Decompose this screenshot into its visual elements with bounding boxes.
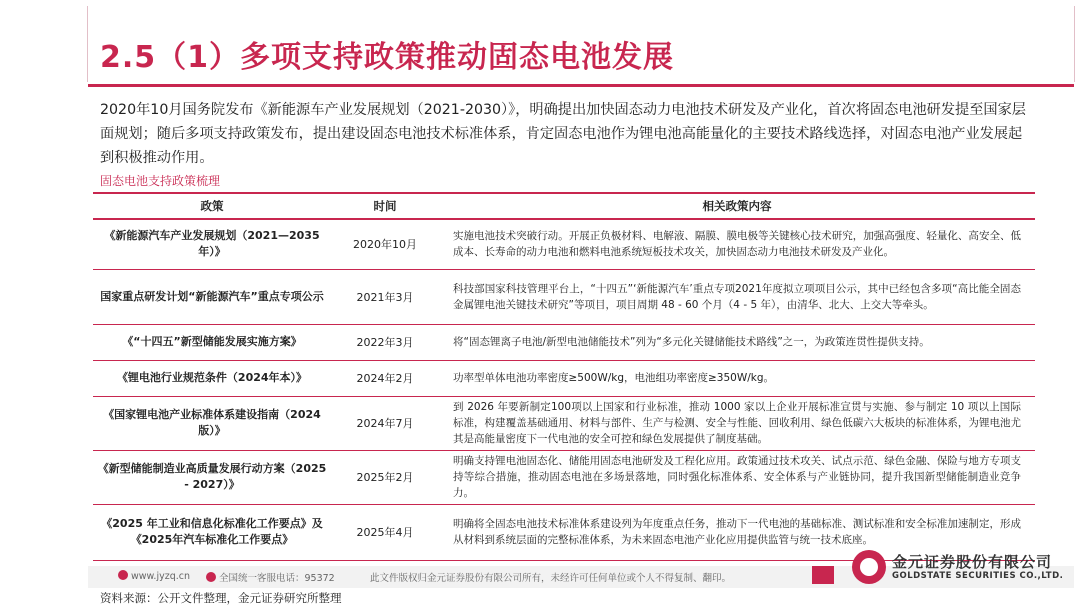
header-time: 时间 <box>331 193 439 219</box>
policy-time: 2024年7月 <box>331 396 439 450</box>
policy-name: 《“十四五”新型储能发展实施方案》 <box>93 324 331 360</box>
policy-content: 科技部国家科技管理平台上，“十四五”‘新能源汽车’重点专项2021年度拟立项项目公示，其中已经包含多项“高比能全固态金属锂电池关键技术研究”等项目，项目周期 48 - 60 个月（4 - 5 年），由清华、北大、上交大等牵头。 <box>439 269 1035 324</box>
footer-hotline <box>206 570 335 584</box>
policy-name: 《新能源汽车产业发展规划（2021—2035年）》 <box>93 219 331 269</box>
header-content: 相关政策内容 <box>439 193 1035 219</box>
table-row <box>93 450 1035 504</box>
policy-content: 实施电池技术突破行动。开展正负极材料、电解液、隔膜、膜电极等关键核心技术研究，加强高强度、轻量化、高安全、低成本、长寿命的动力电池和燃料电池系统短板技术攻关，加快固态动力电池技术研发及产业化。 <box>439 219 1035 269</box>
company-name-cn: 金元证券股份有限公司 <box>892 553 1053 571</box>
policy-name: 国家重点研发计划“新能源汽车”重点专项公示 <box>93 269 331 324</box>
table-caption: 固态电池支持政策梳理 <box>100 174 221 188</box>
company-name-en: GOLDSTATE SECURITIES CO.,LTD. <box>892 571 1064 581</box>
policy-table <box>93 192 1035 561</box>
policy-time: 2022年3月 <box>331 324 439 360</box>
policy-time: 2025年2月 <box>331 450 439 504</box>
policy-name: 《锂电池行业规范条件（2024年本）》 <box>93 360 331 396</box>
globe-icon <box>118 570 128 580</box>
logo-mark-icon <box>852 550 886 584</box>
table-header-row <box>93 193 1035 219</box>
policy-content: 明确将全固态电池技术标准体系建设列为年度重点任务，推动下一代电池的基础标准、测试标准和安全标准加速制定，形成从材料到系统层面的完整标准体系，为未来固态电池产业化应用提供监管与统一技术底座。 <box>439 504 1035 560</box>
footer-disclaimer: 此文件版权归金元证券股份有限公司所有，未经许可任何单位或个人不得复制、翻印。 <box>370 573 732 584</box>
title-bar <box>0 0 1080 82</box>
policy-content: 将“固态锂离子电池/新型电池储能技术”列为“多元化关键储能技术路线”之一，为政策连贯性提供支持。 <box>439 324 1035 360</box>
company-logo <box>852 548 1072 588</box>
page-title: 2.5（1）多项支持政策推动固态电池发展 <box>100 40 675 75</box>
policy-time: 2021年3月 <box>331 269 439 324</box>
group-logo-icon <box>812 566 834 584</box>
header-policy: 政策 <box>93 193 331 219</box>
phone-icon <box>206 572 216 582</box>
policy-content: 到 2026 年要新制定100项以上国家和行业标准，推动 1000 家以上企业开展标准宣贯与实施、参与制定 10 项以上国际标准，构建覆盖基础通用、材料与部件、生产与检测、安全与性能、回收利用、绿色低碳六大板块的标准体系，为锂电池尤其是高能量密度下一代电池的安全可控和绿色发展提供了制度基础。 <box>439 396 1035 450</box>
table-row <box>93 324 1035 360</box>
table-row <box>93 396 1035 450</box>
policy-time: 2020年10月 <box>331 219 439 269</box>
hotline-text: 全国统一客服电话：95372 <box>219 573 335 584</box>
policy-name: 《2025 年工业和信息化标准化工作要点》及《2025年汽车标准化工作要点》 <box>93 504 331 560</box>
policy-time: 2025年4月 <box>331 504 439 560</box>
policy-name: 《国家锂电池产业标准体系建设指南（2024版）》 <box>93 396 331 450</box>
table-row <box>93 360 1035 396</box>
policy-time: 2024年2月 <box>331 360 439 396</box>
policy-name: 《新型储能制造业高质量发展行动方案（2025 - 2027）》 <box>93 450 331 504</box>
source-note: 资料来源：公开文件整理，金元证券研究所整理 <box>100 591 342 605</box>
table-row <box>93 269 1035 324</box>
policy-content: 功率型单体电池功率密度≥500W/kg，电池组功率密度≥350W/kg。 <box>439 360 1035 396</box>
website-text: www.jyzq.cn <box>131 571 190 582</box>
footer-website[interactable] <box>118 570 190 582</box>
table-row <box>93 219 1035 269</box>
intro-paragraph: 2020年10月国务院发布《新能源车产业发展规划（2021-2030）》，明确提出加快固态动力电池技术研发及产业化，首次将固态电池研发提至国家层面规划；随后多项支持政策发布，提出建设固态电池技术标准体系，肯定固态电池作为锂电池高能量化的主要技术路线选择，对固态电池产业发展起到积极推动作用。 <box>100 102 1026 166</box>
policy-content: 明确支持锂电池固态化、储能用固态电池研发及工程化应用。政策通过技术攻关、试点示范、绿色金融、保险与地方专项支持等综合措施，推动固态电池在多场景落地，同时强化标准体系、安全体系与产业链协同，提升我国新型储能制造业竞争力。 <box>439 450 1035 504</box>
